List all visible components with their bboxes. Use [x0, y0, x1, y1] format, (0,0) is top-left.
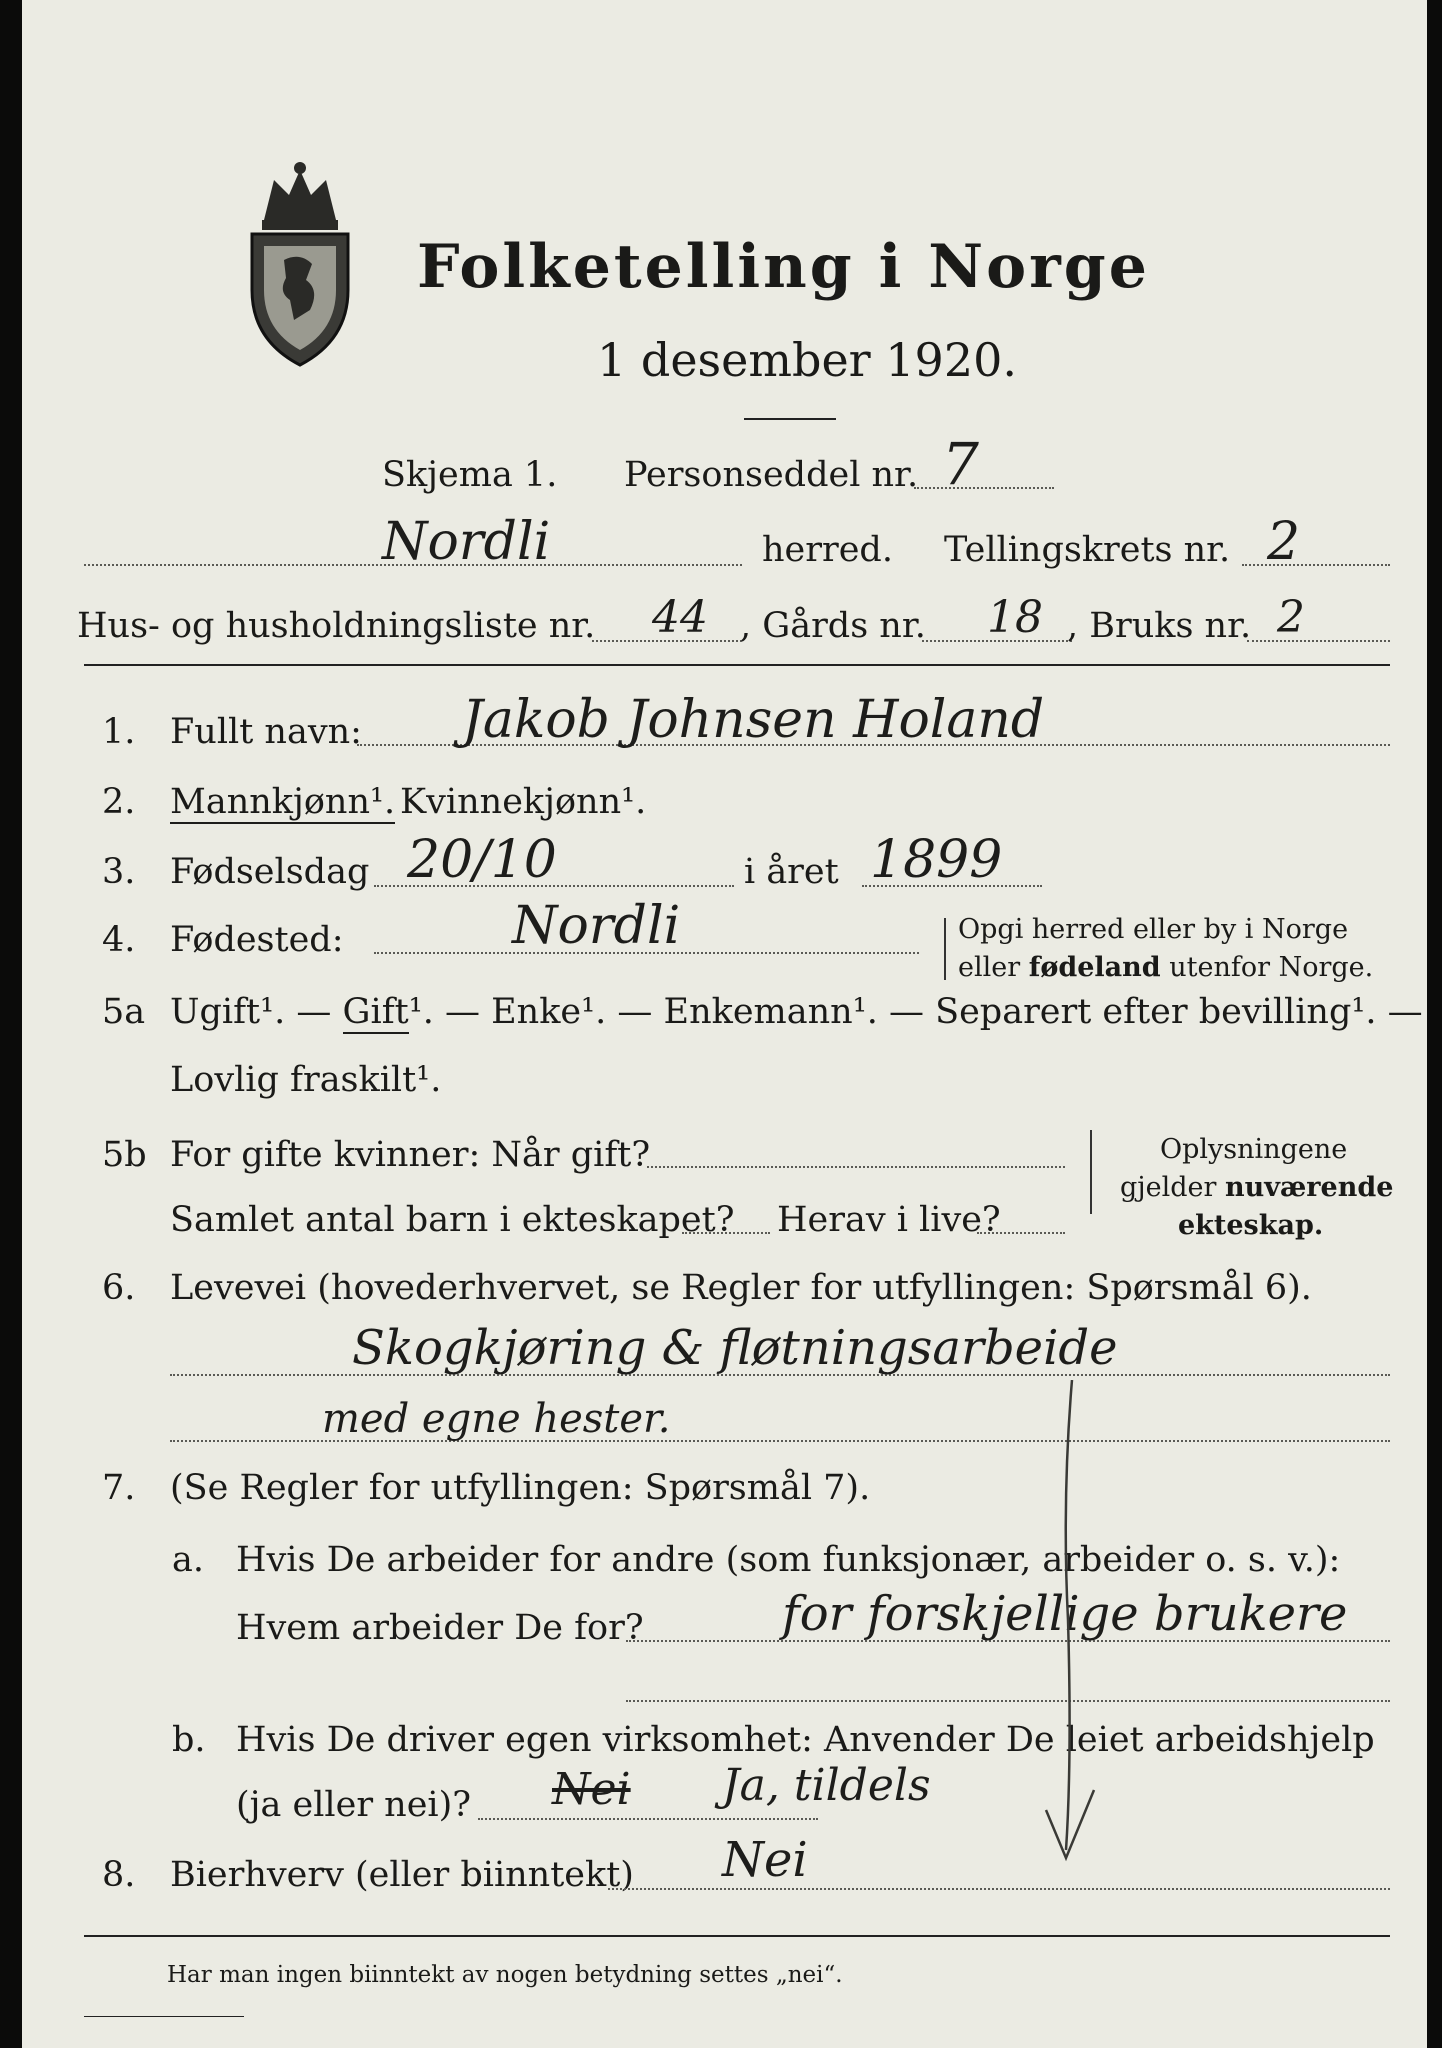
q5b-note-line2 — [1120, 1172, 1393, 1203]
q8-value: Nei — [722, 1832, 808, 1888]
q6-value-line2: med egne hester. — [322, 1396, 671, 1442]
q7-label: (Se Regler for utfyllingen: Spørsmål 7). — [170, 1468, 871, 1508]
q3-value: 20/10 — [407, 830, 557, 890]
q3-year-label: i året — [744, 852, 839, 892]
herred-value: Nordli — [382, 512, 551, 572]
q7b-value-struck: Nei — [552, 1764, 631, 1815]
bruks-label: , Bruks nr. — [1067, 606, 1252, 646]
q2-male-option: Mannkjønn¹. — [170, 782, 396, 822]
q7a-field-line2 — [626, 1700, 1390, 1702]
pencil-arrow-mark — [1032, 1380, 1112, 1880]
q5b-note-line3-b: ekteskap. — [1178, 1210, 1324, 1241]
footer-note: Har man ingen biinntekt av nogen betydning settes „nei“. — [167, 1962, 843, 1988]
tellingskrets-field-line — [1242, 564, 1390, 566]
gards-label: , Gårds nr. — [740, 606, 926, 646]
hus-label: Hus- og husholdningsliste nr. — [77, 606, 596, 646]
q5b-label2: Samlet antal barn i ekteskapet? — [170, 1200, 735, 1240]
q4-note-line1: Opgi herred eller by i Norge — [958, 914, 1349, 945]
q5b-children-field-line — [682, 1232, 770, 1234]
q7b-label2: (ja eller nei)? — [236, 1785, 472, 1825]
q4-note-line2-b: fødeland — [1028, 952, 1161, 983]
schema-label: Skjema 1. — [382, 455, 558, 495]
q6-number: 6. — [102, 1268, 136, 1308]
census-form-sheet — [22, 0, 1427, 2048]
q5a-line2: Lovlig fraskilt¹. — [170, 1060, 442, 1100]
q3-year-value: 1899 — [870, 830, 1003, 890]
form-title: Folketelling i Norge — [417, 232, 1150, 302]
q4-note-brace — [944, 918, 954, 980]
q5a-ugift-option: Ugift¹. — — [170, 992, 332, 1032]
q5b-number: 5b — [102, 1135, 147, 1175]
q4-note-line2 — [958, 952, 1373, 983]
personseddel-value: 7 — [942, 430, 979, 498]
personseddel-field-line — [914, 487, 1054, 489]
q1-number: 1. — [102, 712, 136, 752]
q1-label: Fullt navn: — [170, 712, 362, 752]
q7b-field-line — [478, 1818, 818, 1820]
q6-label: Levevei (hovederhvervet, se Regler for utfyllingen: Spørsmål 6). — [170, 1268, 1312, 1308]
census-date: 1 desember 1920. — [597, 333, 1017, 387]
q7a-label1: Hvis De arbeider for andre (som funksjonær, arbeider o. s. v.): — [236, 1540, 1341, 1580]
q7a-value: for forskjellige brukere — [782, 1586, 1348, 1642]
q5b-note-line2-a: gjelder — [1120, 1172, 1226, 1203]
q4-note-line2-c: utenfor Norge. — [1160, 952, 1374, 983]
q1-value: Jakob Johnsen Holand — [462, 690, 1045, 750]
q4-number: 4. — [102, 920, 136, 960]
bruks-value: 2 — [1277, 592, 1305, 643]
q7b-value: Ja, tildels — [722, 1760, 931, 1811]
personseddel-label: Personseddel nr. — [624, 455, 919, 495]
q7a-number: a. — [172, 1540, 204, 1580]
q5b-note-line1: Oplysningene — [1160, 1134, 1348, 1165]
q7-number: 7. — [102, 1468, 136, 1508]
q5b-note-brace — [1090, 1130, 1100, 1214]
footer-divider — [84, 1935, 1390, 1937]
q7a-label2: Hvem arbeider De for? — [236, 1608, 644, 1648]
gards-value: 18 — [987, 592, 1043, 643]
q5a-other-options: ¹. — Enke¹. — Enkemann¹. — Separert efter bevilling¹. — — [408, 992, 1423, 1032]
q2-female-option: Kvinnekjønn¹. — [400, 782, 647, 822]
q5a-options — [170, 992, 1423, 1032]
q8-label: Bierhverv (eller biinntekt) — [170, 1855, 634, 1895]
q4-note-line2-a: eller — [958, 952, 1029, 983]
q5b-note-line2-b: nuværende — [1225, 1172, 1394, 1203]
hus-value: 44 — [652, 592, 708, 643]
tellingskrets-value: 2 — [1267, 512, 1301, 572]
coat-of-arms-icon — [244, 160, 356, 370]
q8-number: 8. — [102, 1855, 136, 1895]
q3-number: 3. — [102, 852, 136, 892]
herred-label: herred. — [762, 530, 893, 570]
q3-label: Fødselsdag — [170, 852, 370, 892]
q5b-note-line3 — [1178, 1210, 1323, 1241]
footnote-rule — [84, 2016, 244, 2017]
q7b-label1: Hvis De driver egen virksomhet: Anvender De leiet arbeidshjelp — [236, 1720, 1375, 1760]
q5b-label3: Herav i live? — [777, 1200, 1001, 1240]
q5a-gift-option: Gift — [342, 992, 409, 1032]
title-divider — [744, 418, 836, 420]
q2-number: 2. — [102, 782, 136, 822]
section-divider — [84, 664, 1390, 666]
q4-value: Nordli — [512, 896, 681, 956]
q5a-number: 5a — [102, 992, 146, 1032]
q5b-label1: For gifte kvinner: Når gift? — [170, 1135, 651, 1175]
q5b-married-field-line — [647, 1166, 1065, 1168]
bruks-field-line — [1247, 640, 1390, 642]
q4-label: Fødested: — [170, 920, 344, 960]
q5b-alive-field-line — [977, 1232, 1065, 1234]
q7b-number: b. — [172, 1720, 206, 1760]
q6-value-line1: Skogkjøring & fløtningsarbeide — [352, 1320, 1118, 1376]
tellingskrets-label: Tellingskrets nr. — [944, 530, 1231, 570]
q8-field-line — [608, 1888, 1390, 1890]
